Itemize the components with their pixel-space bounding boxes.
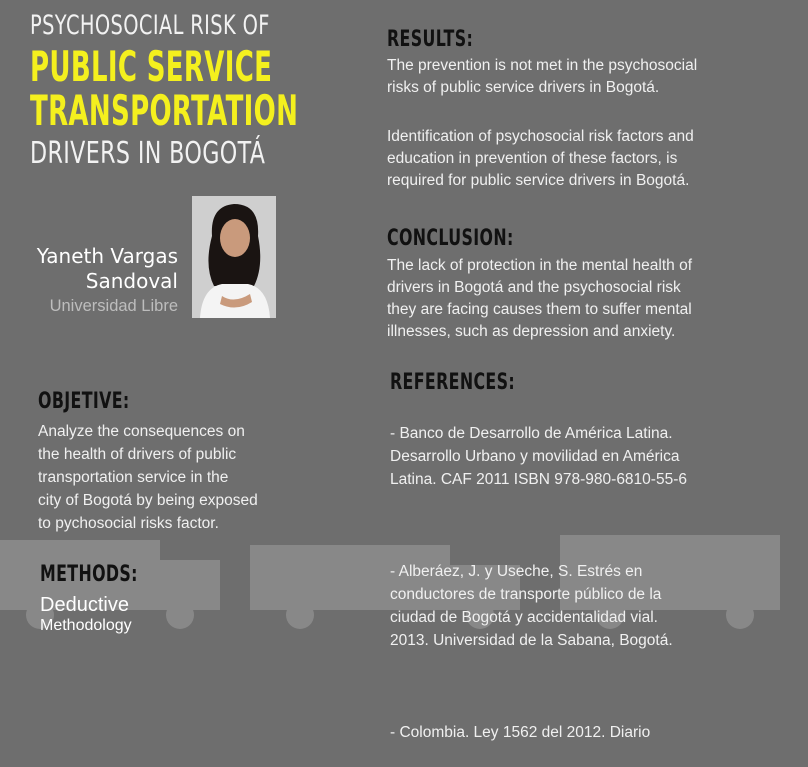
conclusion-text: The lack of protection in the mental health of drivers in Bogotá and the psychosocial risk they are facing causes them to suffer mental illnesses, such as depression and anxiety. [387, 257, 693, 340]
objective-heading: OBJETIVE: [38, 389, 130, 414]
author-name-line-1: Yaneth Vargas [36, 244, 178, 268]
title-line-4: DRIVERS IN BOGOTÁ [30, 136, 266, 171]
methods-text-line-1: Deductive [40, 594, 129, 616]
conclusion-heading: CONCLUSION: [387, 226, 514, 251]
reference-item-1: - Banco de Desarrollo de América Latina. Desarrollo Urbano y movilidad en América Latina. CAF 2011 ISBN 978-980-6810-55-6 [390, 425, 687, 488]
portrait-image [192, 196, 276, 318]
objective-text: Analyze the consequences on the health of drivers of public transportation service in the city of Bogotá by being exposed to pychosocial risks factor. [38, 423, 258, 532]
title-line-3: TRANSPORTATION [30, 86, 299, 135]
results-paragraph-1: The prevention is not met in the psychosocial risks of public service drivers in Bogotá. [387, 57, 698, 96]
author-photo [192, 196, 276, 318]
author-name [37, 244, 178, 294]
references-list [390, 399, 790, 767]
author-name-line-2: Sandoval [85, 269, 178, 293]
results-paragraph-2: Identification of psychosocial risk factors and education in prevention of these factors, is required for public service drivers in Bogotá. [387, 128, 694, 189]
author-affiliation: Universidad Libre [49, 297, 178, 315]
reference-item-3: - Colombia. Ley 1562 del 2012. Diario [390, 724, 651, 741]
title-line-2: PUBLIC SERVICE [30, 42, 273, 91]
methods-heading: METHODS: [40, 562, 138, 587]
references-heading: REFERENCES: [390, 370, 516, 395]
reference-item-2: - Alberáez, J. y Useche, S. Estrés en conductores de transporte público de la ciudad de Bogotá y accidentalidad vial. 2013. Universidad de la Sabana, Bogotá. [390, 563, 673, 649]
results-heading: RESULTS: [387, 27, 474, 52]
title-line-1: PSYCHOSOCIAL RISK OF [30, 10, 270, 41]
methods-text-line-2: Methodology [40, 617, 132, 634]
